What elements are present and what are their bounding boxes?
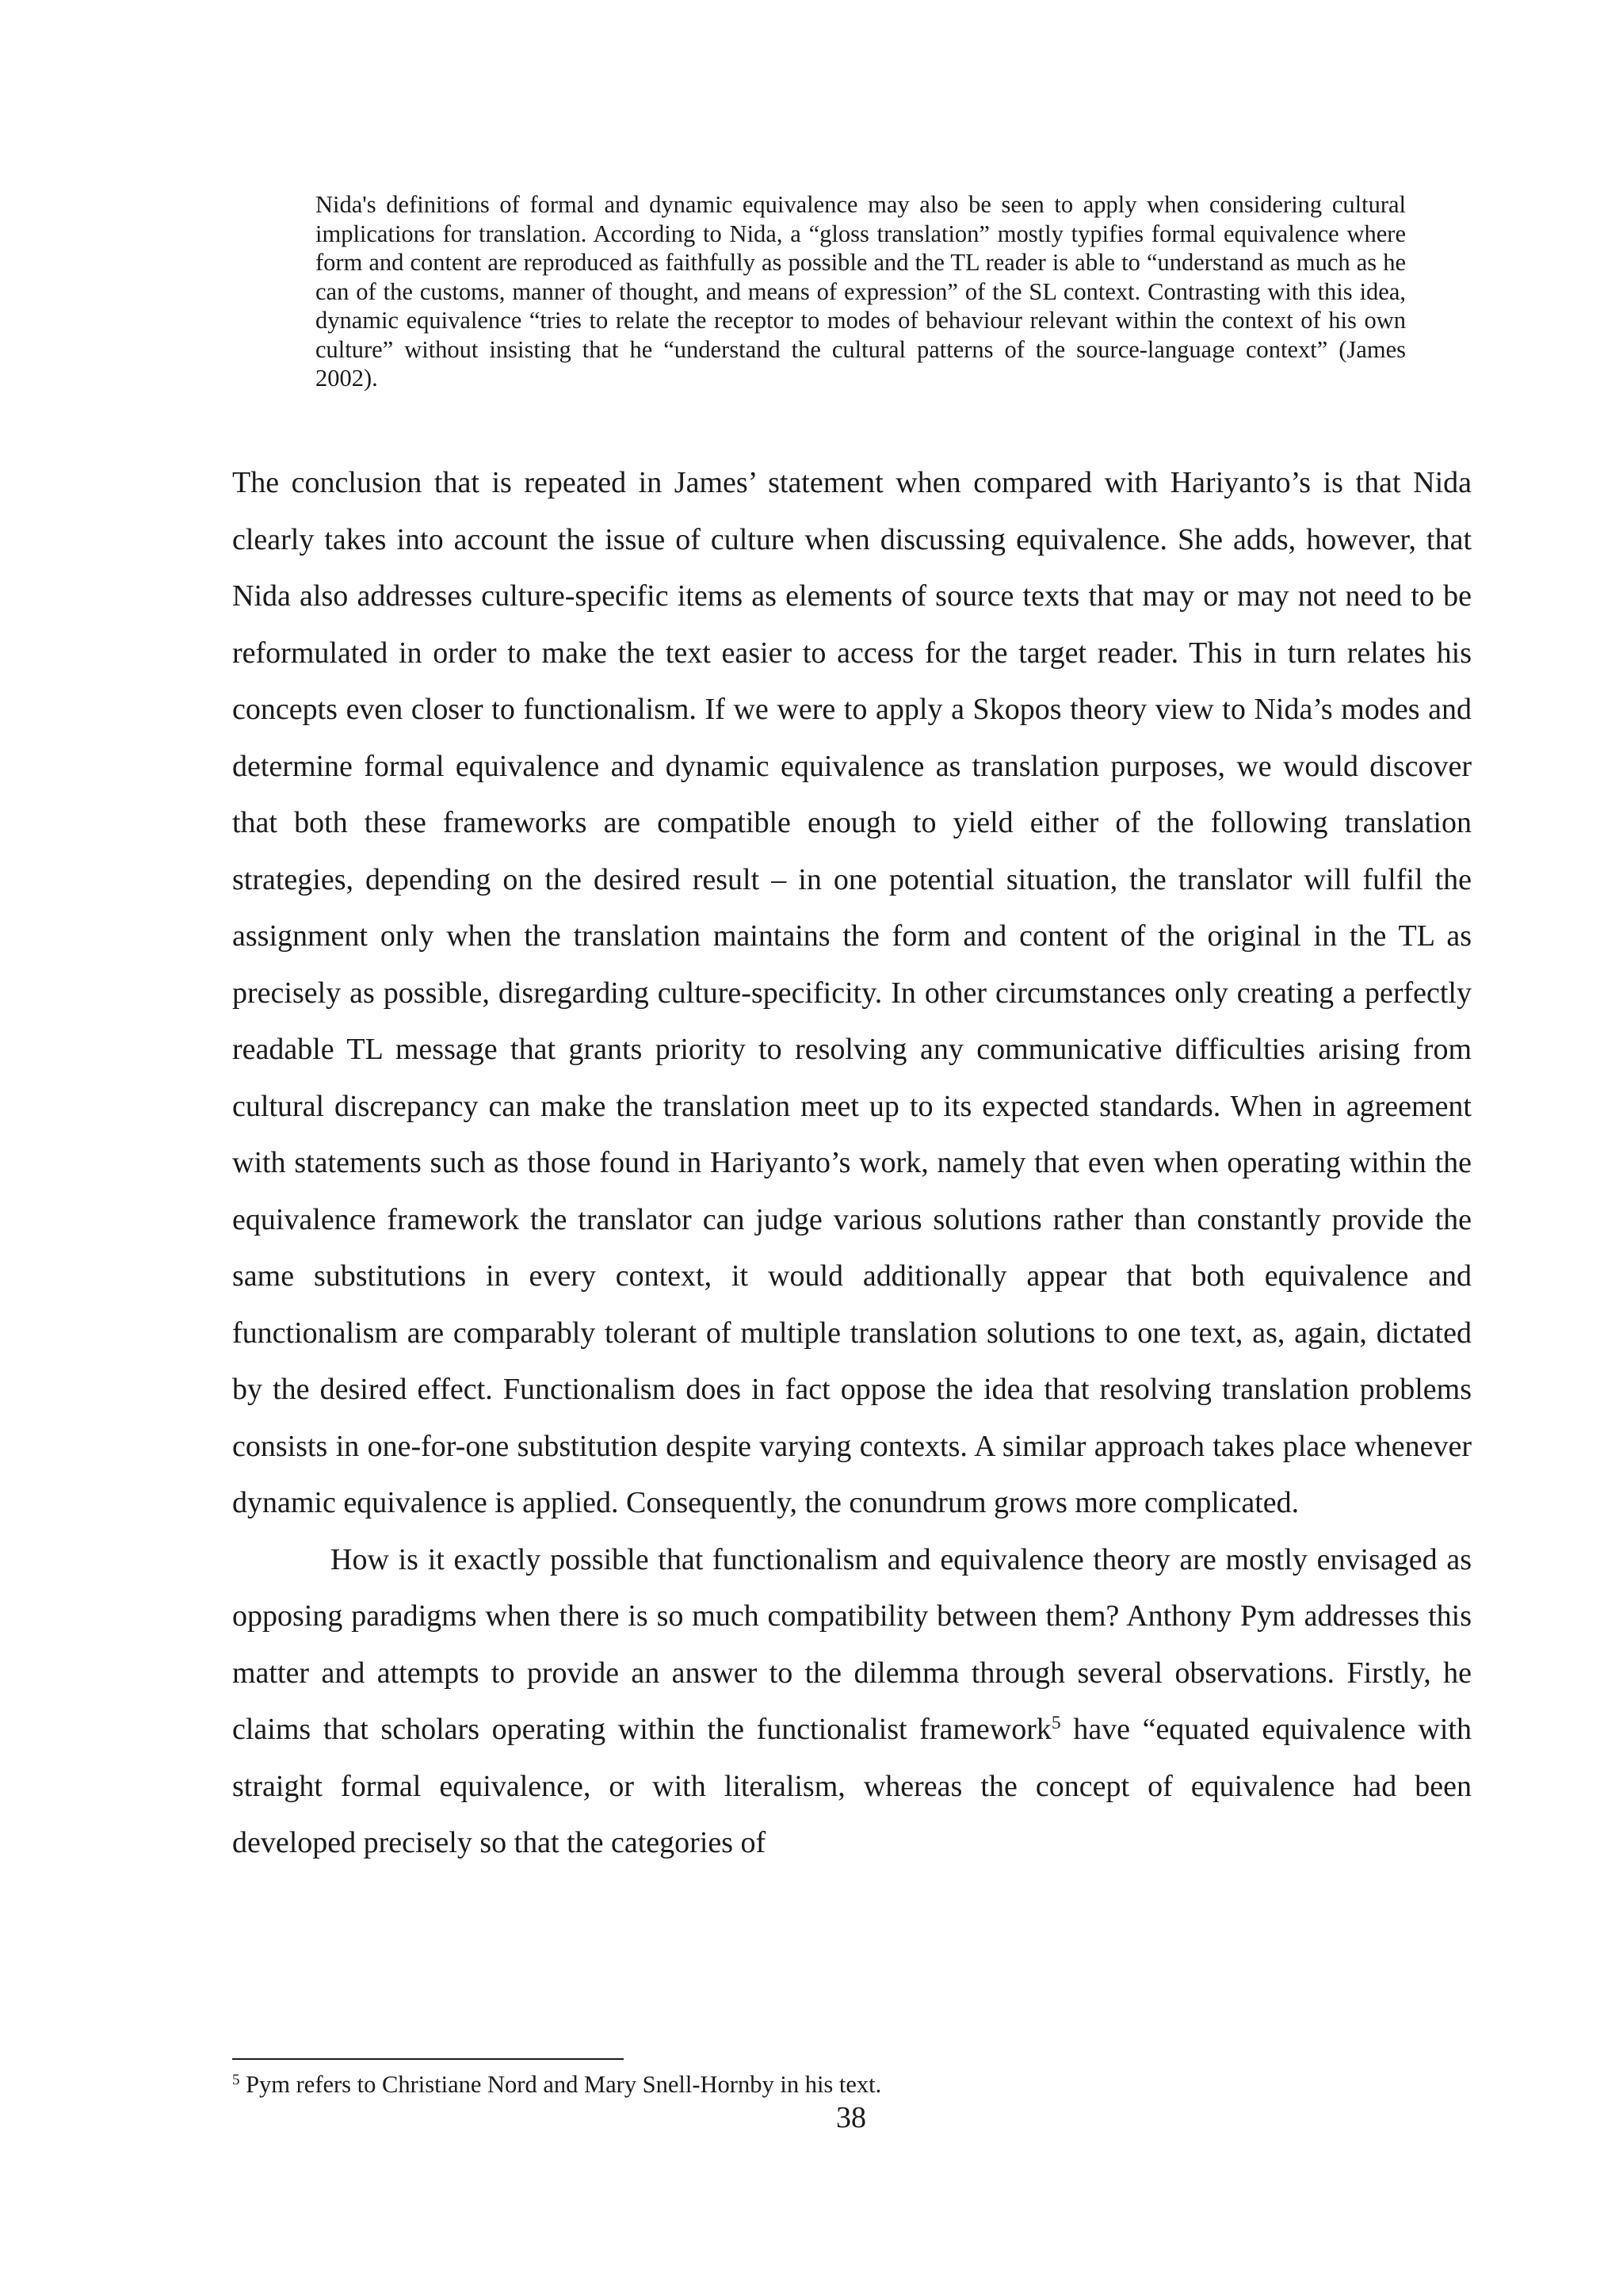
paragraph <box>232 455 1472 1532</box>
footnote-reference: 5 <box>1051 1713 1061 1734</box>
footnote-separator <box>232 2058 624 2060</box>
page-number: 38 <box>836 2101 866 2134</box>
paragraph <box>232 1532 1472 1872</box>
footnote <box>232 2070 1472 2099</box>
body-text <box>232 455 1472 1872</box>
paragraph-2-text: How is it exactly possible that functionalism and equivalence theory are mostly envisaged as opposing paradigms when there is so much compatibility between them? Anthony Pym addresses this matter and attempts to provide an answer to the dilemma through several observations. Firstly, he claims that scholars operating within the functionalist framework <box>232 1542 1472 1746</box>
paragraph-2-continued-text: have “equated equivalence with straight formal equivalence, or with literalism, whereas the concept of equivalence had been developed precisely so that the categories of <box>232 1713 1472 1859</box>
paragraph-1-text: The conclusion that is repeated in James’ statement when compared with Hariyanto’s is that Nida clearly takes into account the issue of culture when discussing equivalence. She adds, however, that Nida also addresses culture-specific items as elements of source texts that may or may not need to be reformulated in order to make the text easier to access for the target reader. This in turn relates his concepts even closer to functionalism. If we were to apply a Skopos theory view to Nida’s modes and determine formal equivalence and dynamic equivalence as translation purposes, we would discover that both these frameworks are compatible enough to yield either of the following translation strategies, depending on the desired result – in one potential situation, the translator will fulfil the assignment only when the translation maintains the form and content of the original in the TL as precisely as possible, disregarding culture-specificity. In other circumstances only creating a perfectly readable TL message that grants priority to resolving any communicative difficulties arising from cultural discrepancy can make the translation meet up to its expected standards. When in agreement with statements such as those found in Hariyanto’s work, namely that even when operating within the equivalence framework the translator can judge various solutions rather than constantly provide the same substitutions in every context, it would additionally appear that both equivalence and functionalism are comparably tolerant of multiple translation solutions to one text, as, again, dictated by the desired effect. Functionalism does in fact oppose the idea that resolving translation problems consists in one-for-one substitution despite varying contexts. A similar approach takes place whenever dynamic equivalence is applied. Consequently, the conundrum grows more complicated. <box>232 466 1472 1519</box>
block-quote-text: Nida's definitions of formal and dynamic equivalence may also be seen to apply when considering cultural implications for translation. According to Nida, a “gloss translation” mostly typifies formal equivalence where form and content are reproduced as faithfully as possible and the TL reader is able to “understand as much as he can of the customs, manner of thought, and means of expression” of the SL context. Contrasting with this idea, dynamic equivalence “tries to relate the receptor to modes of behaviour relevant within the context of his own culture” without insisting that he “understand the cultural patterns of the source-language context” (James 2002). <box>315 191 1406 392</box>
footnote-marker: 5 <box>232 2071 240 2088</box>
block-quote <box>315 190 1406 393</box>
footnote-text: Pym refers to Christiane Nord and Mary Snell-Hornby in his text. <box>239 2071 882 2098</box>
